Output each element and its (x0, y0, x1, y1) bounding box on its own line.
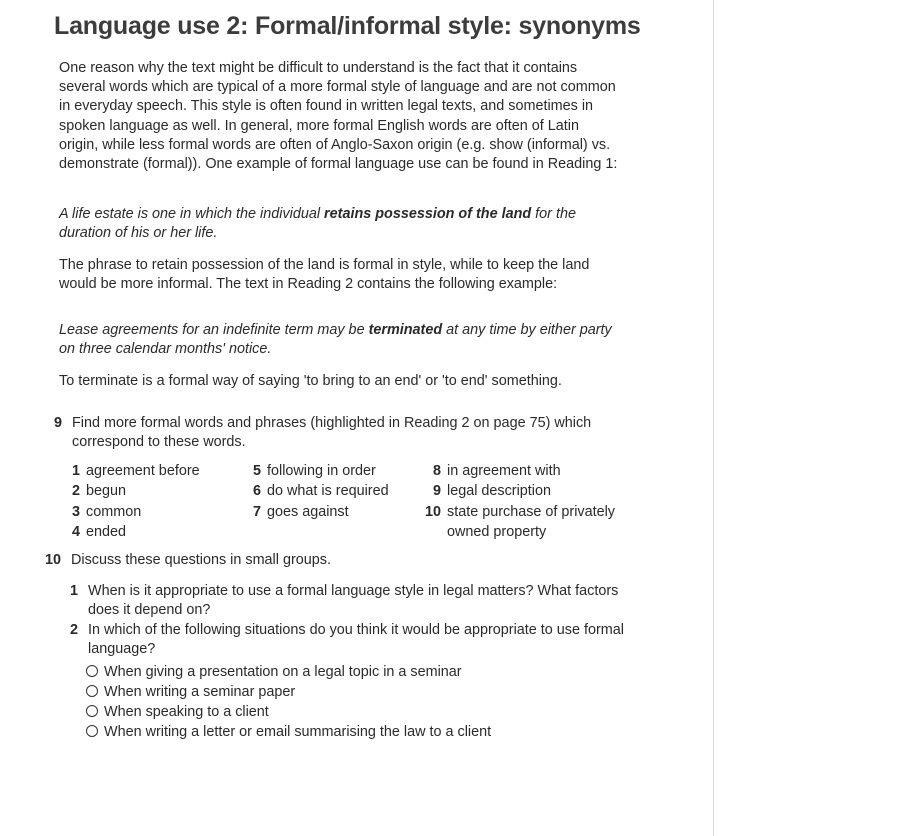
example-2-highlight: terminated (368, 322, 443, 338)
example-2-after: at any time by either party on three calendar months' notice. (59, 322, 612, 358)
example-2-before: Lease agreements for an indefinite term may be (59, 322, 369, 338)
word-list-column-3 (419, 461, 615, 542)
word-list-column-2 (253, 461, 389, 522)
task-10 (45, 551, 625, 570)
word-item: 1 agreement before (72, 463, 200, 479)
circle-bullet-icon (86, 705, 98, 717)
discussion-questions (70, 582, 630, 660)
word-item: 9 legal description (432, 483, 551, 500)
word-item: 4 ended (72, 523, 127, 540)
task-9-instruction: Find more formal words and phrases (highlighted in Reading 2 on page 75) which correspond to these words. (72, 415, 592, 450)
word-item: 2 begun (72, 483, 127, 500)
explanation-2: To terminate is a formal way of saying 'to bring to an end' or 'to end' something. (59, 373, 562, 389)
page-edge-line (713, 0, 714, 836)
intro-paragraph: One reason why the text might be difficult to understand is the fact that it contains several words which are typical of a more formal style of language and are not common in everyday speech. This style is often found in written legal texts, and sometimes in spoken language as well. In general, more formal English words are often of Latin origin, while less formal words are often of Anglo-Saxon origin (e.g. show (informal) vs. demonstrate (formal)). One example of formal language use can be found in Reading 1: (59, 60, 618, 173)
task-9 (54, 414, 614, 452)
task-10-instruction: Discuss these questions in small groups. (71, 552, 331, 568)
example-2 (59, 321, 619, 359)
word-item: 10 state purchase of privately owned property (419, 502, 615, 543)
situation-options (86, 662, 491, 742)
explanation-1: The phrase to retain possession of the land is formal in style, while to keep the land would be more informal. The text in Reading 2 contains the following example: (59, 257, 590, 293)
task-9-number: 9 (54, 415, 63, 431)
section-title: Language use 2: Formal/informal style: synonyms (54, 12, 641, 40)
question-item: 2 In which of the following situations do you think it would be appropriate to use formal language? (70, 622, 624, 657)
word-list-column-1 (72, 461, 200, 542)
circle-bullet-icon (86, 665, 98, 677)
option-item: When speaking to a client (86, 702, 491, 722)
example-1 (59, 205, 619, 243)
option-item: When writing a seminar paper (86, 682, 491, 702)
word-item: 7 goes against (253, 503, 349, 520)
circle-bullet-icon (86, 685, 98, 697)
option-item: When writing a letter or email summarising the law to a client (86, 722, 491, 742)
word-item: 3 common (72, 503, 142, 520)
example-1-before: A life estate is one in which the individual (59, 206, 325, 222)
option-item: When giving a presentation on a legal topic in a seminar (86, 662, 491, 682)
word-item-continuation: owned property (447, 523, 547, 540)
word-item: 5 following in order (253, 463, 376, 479)
question-item: 1 When is it appropriate to use a formal language style in legal matters? What factors does it depend on? (70, 583, 619, 618)
word-item: 6 do what is required (253, 483, 389, 500)
task-10-number: 10 (45, 552, 62, 568)
word-item: 8 in agreement with (432, 463, 561, 479)
circle-bullet-icon (86, 725, 98, 737)
example-1-highlight: retains possession of the land (324, 206, 532, 222)
example-1-after: for the duration of his or her life. (59, 206, 576, 242)
